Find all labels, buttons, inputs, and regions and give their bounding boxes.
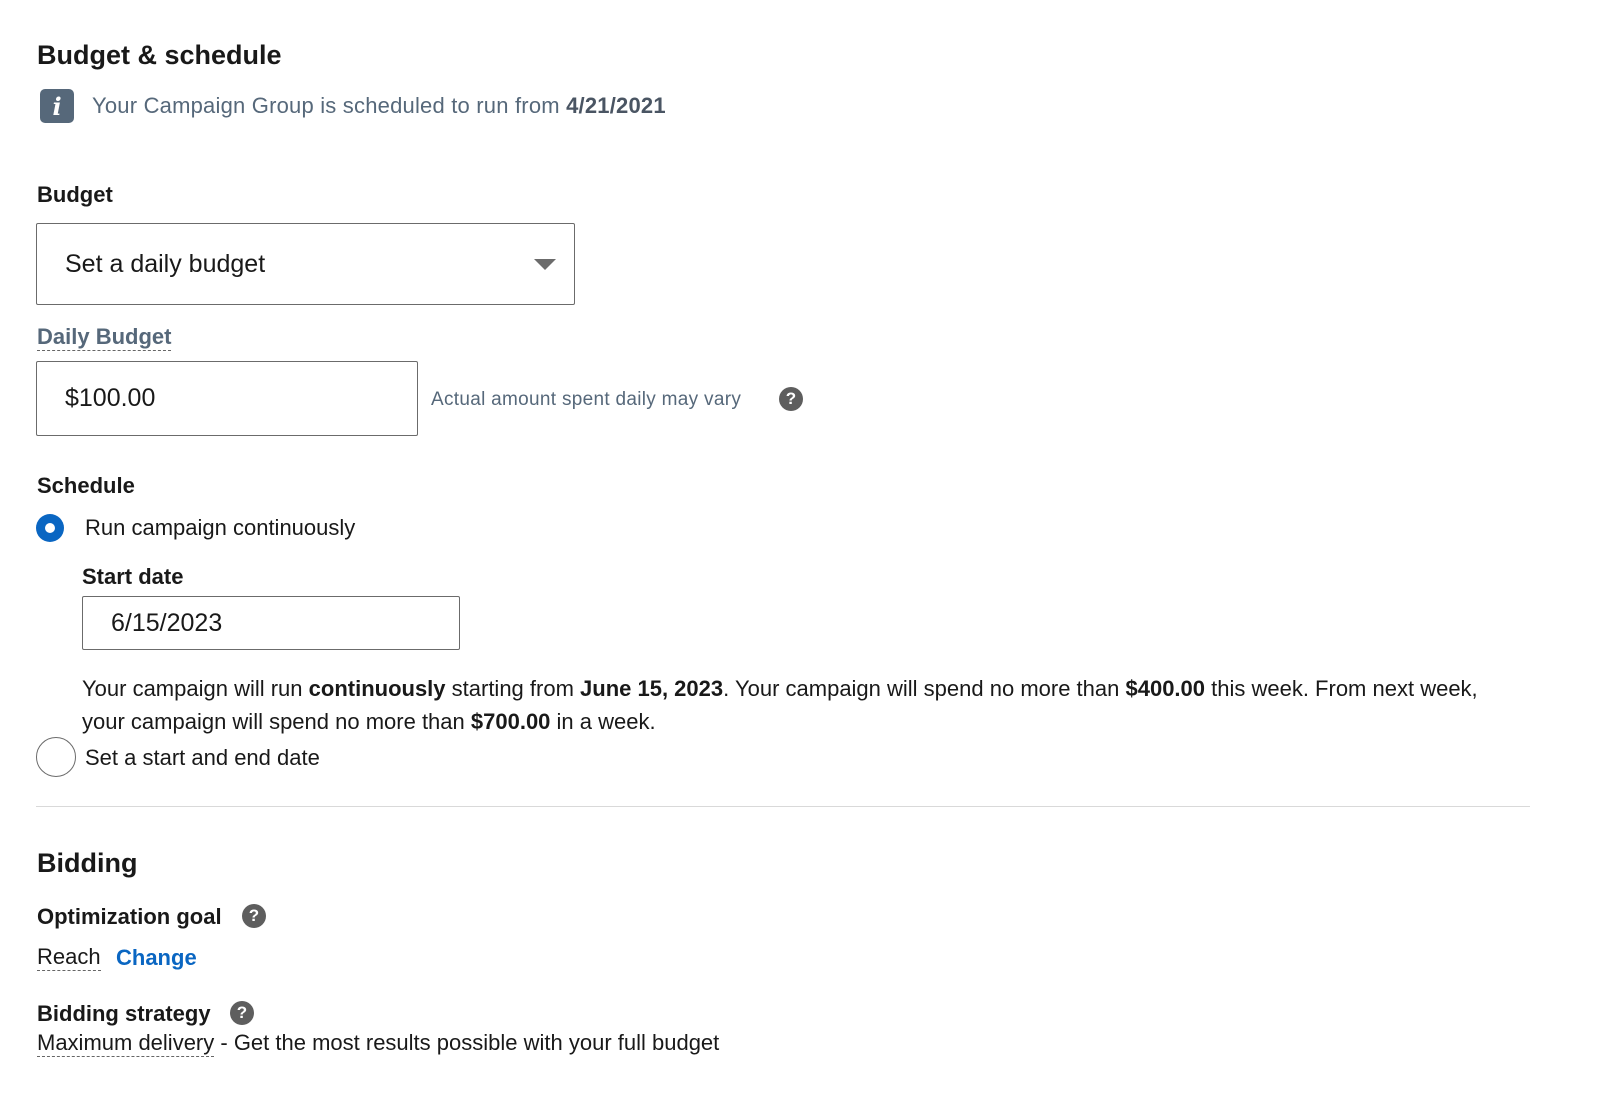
summary-text: in a week. (550, 709, 656, 734)
campaign-group-schedule-info (92, 93, 666, 119)
optimization-goal-value (37, 944, 101, 970)
start-date-input[interactable] (82, 596, 460, 650)
daily-budget-hint: Actual amount spent daily may vary (431, 389, 742, 410)
daily-budget-value: $100.00 (65, 384, 156, 412)
bidding-heading: Bidding (37, 848, 138, 878)
budget-label: Budget (37, 182, 113, 207)
start-date-label: Start date (82, 564, 184, 589)
help-icon[interactable]: ? (242, 904, 266, 928)
optimization-goal-label: Optimization goal (37, 904, 222, 929)
schedule-label: Schedule (37, 473, 135, 498)
start-end-date-radio[interactable] (36, 737, 76, 777)
start-date-value: 6/15/2023 (111, 608, 223, 637)
summary-text: Your campaign will run (82, 676, 309, 701)
start-end-date-label[interactable]: Set a start and end date (85, 745, 320, 770)
run-continuously-label[interactable]: Run campaign continuously (85, 515, 356, 540)
budget-type-value: Set a daily budget (65, 249, 266, 278)
help-icon[interactable]: ? (779, 387, 803, 411)
daily-budget-input[interactable] (36, 361, 418, 436)
chevron-down-icon (534, 259, 556, 270)
daily-budget-label (37, 324, 171, 350)
summary-bold: continuously (308, 676, 446, 701)
bidding-strategy-description: - Get the most results possible with your full budget (214, 1030, 720, 1055)
change-goal-link[interactable]: Change (116, 945, 197, 970)
section-divider (36, 806, 1530, 807)
summary-bold: June 15, 2023 (580, 676, 724, 701)
run-continuously-radio[interactable] (36, 514, 64, 542)
summary-bold: $700.00 (470, 709, 551, 734)
budget-type-select[interactable] (36, 223, 575, 305)
bidding-strategy-name: Maximum delivery (37, 1030, 215, 1055)
summary-text: . Your campaign will spend no more than (723, 676, 1126, 701)
summary-text: starting from (445, 676, 581, 701)
summary-text: this week. From next week, your campaign will spend no more than (82, 676, 1478, 734)
help-icon[interactable]: ? (230, 1001, 254, 1025)
schedule-summary (82, 672, 1522, 738)
bidding-strategy-value (37, 1030, 719, 1056)
info-text: Your Campaign Group is scheduled to run from (92, 93, 567, 118)
daily-budget-label-text: Daily Budget (37, 324, 172, 349)
bidding-strategy-label: Bidding strategy (37, 1001, 211, 1026)
info-date: 4/21/2021 (566, 93, 666, 118)
budget-schedule-heading: Budget & schedule (37, 40, 282, 70)
optimization-goal-value-text: Reach (37, 944, 101, 969)
info-icon: i (40, 89, 74, 123)
summary-bold: $400.00 (1125, 676, 1206, 701)
